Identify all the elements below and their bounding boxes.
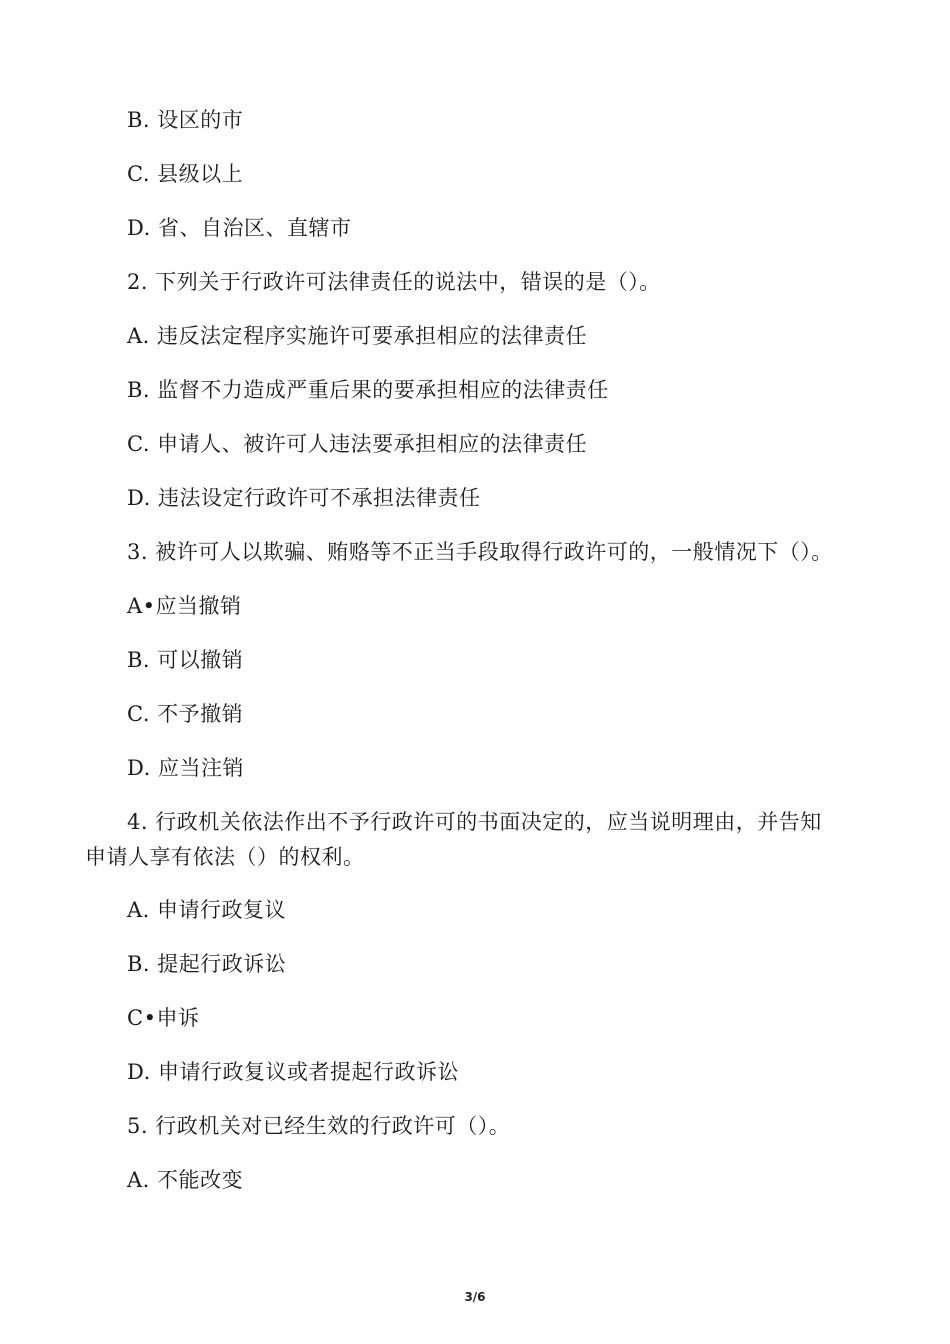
q3-option-b: B. 可以撤销 (127, 648, 244, 672)
q3-option-d: D. 应当注销 (127, 756, 244, 780)
q4-question-line2: 申请人享有依法（）的权利。 (85, 845, 365, 869)
q3-option-c: C. 不予撤销 (127, 702, 244, 726)
q4-option-b: B. 提起行政诉讼 (127, 952, 287, 976)
q3-option-a: A•应当撤销 (127, 594, 242, 618)
q4-option-d: D. 申请行政复议或者提起行政诉讼 (127, 1060, 459, 1084)
q4-option-c: C•申诉 (127, 1006, 200, 1030)
q4-option-a: A. 申请行政复议 (127, 898, 287, 922)
q2-option-a: A. 违反法定程序实施许可要承担相应的法律责任 (127, 324, 588, 348)
q1-option-b: B. 设区的市 (127, 108, 244, 132)
q2-option-d: D. 违法设定行政许可不承担法律责任 (127, 486, 481, 510)
page-number: 3/6 (464, 1290, 486, 1304)
q1-option-c: C. 县级以上 (127, 162, 244, 186)
q2-option-c: C. 申请人、被许可人违法要承担相应的法律责任 (127, 432, 588, 456)
q2-option-b: B. 监督不力造成严重后果的要承担相应的法律责任 (127, 378, 609, 402)
q3-question: 3. 被许可人以欺骗、贿赂等不正当手段取得行政许可的，一般情况下（）。 (127, 540, 833, 564)
q5-option-a: A. 不能改变 (127, 1168, 244, 1192)
q2-question: 2. 下列关于行政许可法律责任的说法中，错误的是（）。 (127, 270, 661, 294)
q4-question-line1: 4. 行政机关依法作出不予行政许可的书面决定的，应当说明理由，并告知 (127, 810, 822, 834)
q1-option-d: D. 省、自治区、直辖市 (127, 216, 352, 240)
q5-question: 5. 行政机关对已经生效的行政许可（）。 (127, 1114, 511, 1138)
